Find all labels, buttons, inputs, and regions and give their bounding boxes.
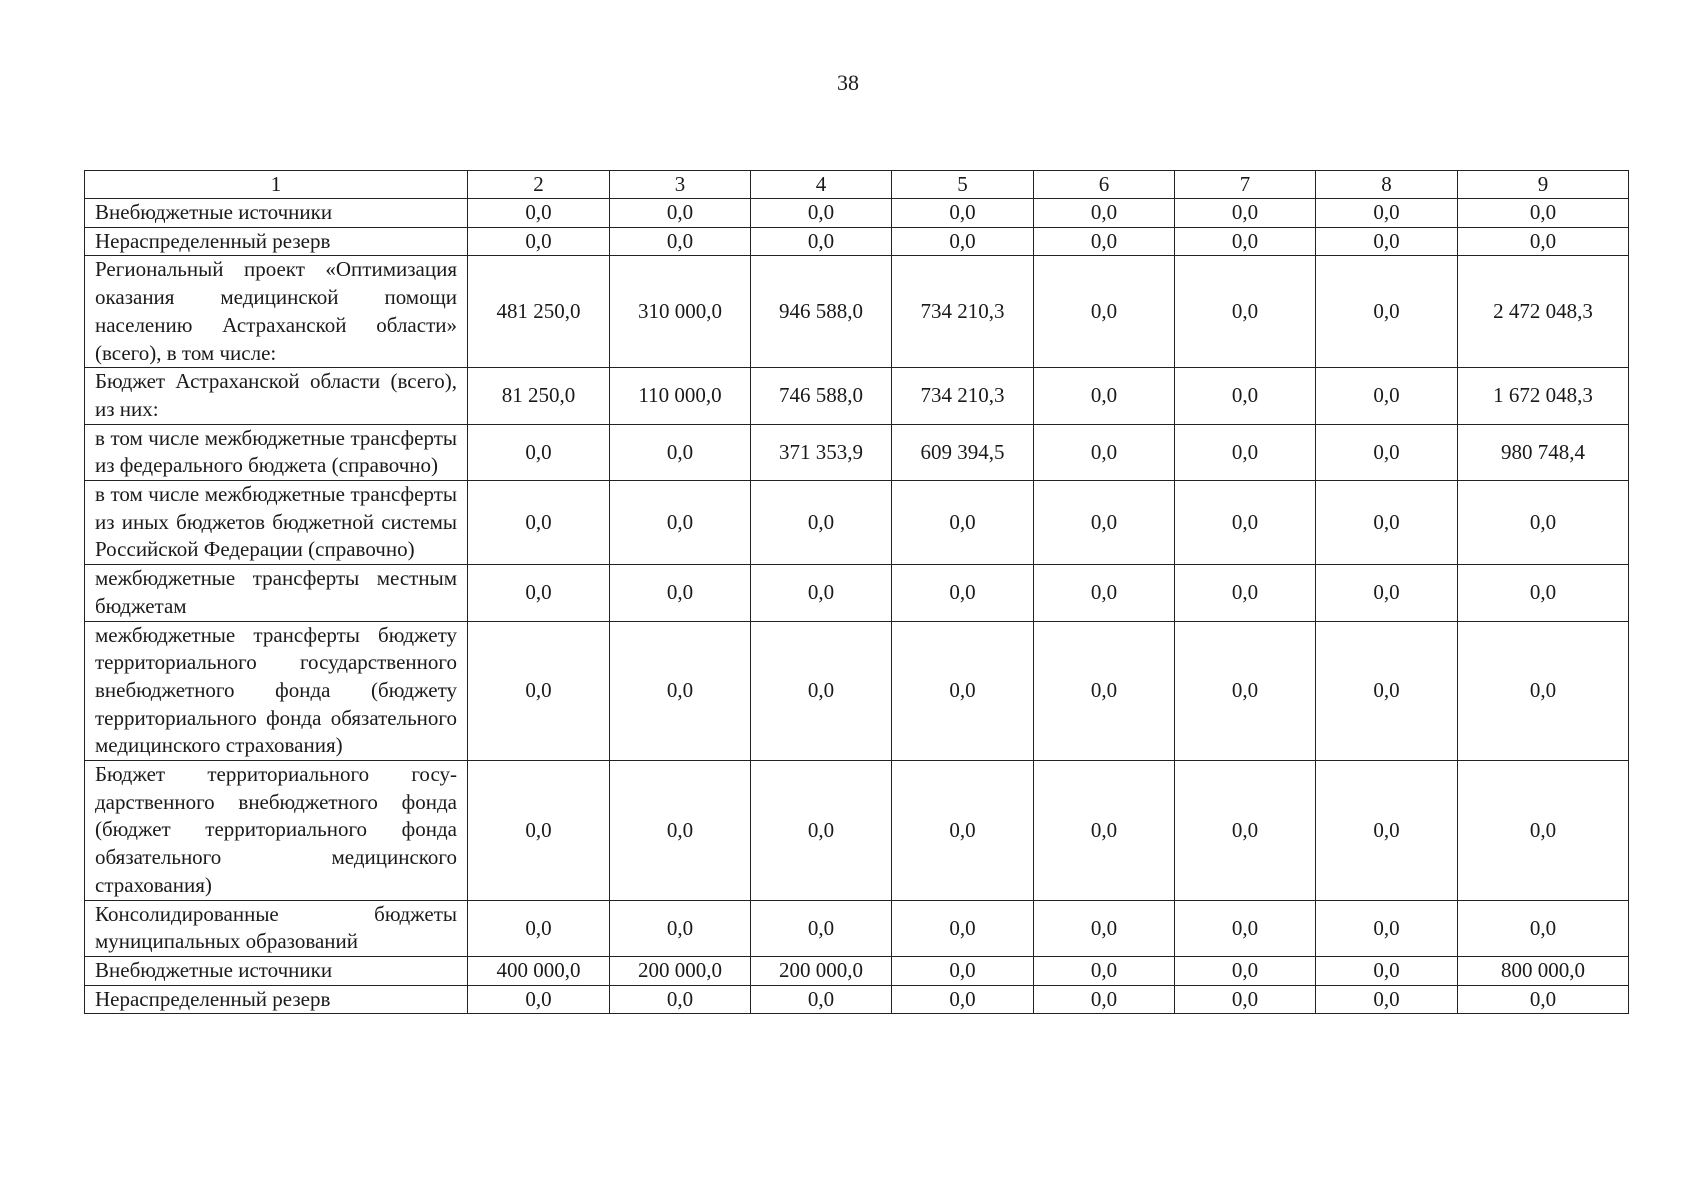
value-cell: 0,0 [1175,761,1316,901]
value-cell: 2 472 048,3 [1458,256,1629,368]
value-cell: 0,0 [1034,985,1175,1014]
value-cell: 0,0 [468,199,610,228]
value-cell: 0,0 [1034,565,1175,621]
value-cell: 0,0 [1175,985,1316,1014]
value-cell: 0,0 [1316,761,1458,901]
value-cell: 0,0 [468,621,610,761]
value-cell: 0,0 [751,227,892,256]
value-cell: 0,0 [892,199,1034,228]
value-cell: 0,0 [1175,424,1316,480]
row-label: в том числе межбюджетные трансферты из иных бюджетов бюджетной системы Российской Федерации (справочно) [85,481,468,565]
value-cell: 371 353,9 [751,424,892,480]
value-cell: 0,0 [1034,900,1175,956]
value-cell: 0,0 [1316,956,1458,985]
value-cell: 0,0 [1034,199,1175,228]
value-cell: 110 000,0 [610,368,751,424]
value-cell: 0,0 [1175,227,1316,256]
header-cell: 2 [468,171,610,199]
table-row [85,761,1629,901]
value-cell: 0,0 [751,621,892,761]
value-cell: 0,0 [892,621,1034,761]
value-cell: 0,0 [1458,900,1629,956]
value-cell: 0,0 [468,900,610,956]
value-cell: 0,0 [751,900,892,956]
value-cell: 0,0 [892,565,1034,621]
value-cell: 0,0 [1458,481,1629,565]
value-cell: 0,0 [1458,761,1629,901]
value-cell: 946 588,0 [751,256,892,368]
value-cell: 0,0 [1316,900,1458,956]
header-cell: 5 [892,171,1034,199]
value-cell: 734 210,3 [892,256,1034,368]
value-cell: 0,0 [1316,621,1458,761]
table-row [85,985,1629,1014]
value-cell: 200 000,0 [751,956,892,985]
value-cell: 0,0 [1316,565,1458,621]
table-row [85,565,1629,621]
value-cell: 81 250,0 [468,368,610,424]
value-cell: 746 588,0 [751,368,892,424]
value-cell: 0,0 [610,761,751,901]
row-label: Консолидированные бюджеты муниципальных образований [85,900,468,956]
value-cell: 0,0 [751,199,892,228]
value-cell: 980 748,4 [1458,424,1629,480]
value-cell: 0,0 [1034,761,1175,901]
row-label: Бюджет территориального государственного внебюджетного фонда (бюджет территориального фонда обязательного медицинского страхования) [85,761,468,901]
header-row [85,171,1629,199]
value-cell: 0,0 [610,900,751,956]
table-body [85,199,1629,1014]
value-cell: 481 250,0 [468,256,610,368]
value-cell: 310 000,0 [610,256,751,368]
value-cell: 0,0 [610,565,751,621]
value-cell: 0,0 [1316,424,1458,480]
value-cell: 200 000,0 [610,956,751,985]
table-row [85,424,1629,480]
table-row [85,227,1629,256]
value-cell: 1 672 048,3 [1458,368,1629,424]
value-cell: 0,0 [751,565,892,621]
value-cell: 0,0 [610,481,751,565]
value-cell: 0,0 [1175,956,1316,985]
header-cell: 9 [1458,171,1629,199]
value-cell: 0,0 [751,481,892,565]
budget-table [84,170,1629,1014]
value-cell: 0,0 [468,985,610,1014]
value-cell: 0,0 [1175,256,1316,368]
row-label: Внебюджетные источники [85,956,468,985]
value-cell: 0,0 [892,227,1034,256]
value-cell: 0,0 [892,481,1034,565]
value-cell: 0,0 [1034,481,1175,565]
header-cell: 3 [610,171,751,199]
value-cell: 0,0 [468,761,610,901]
row-label: Бюджет Астраханской области (всего), из них: [85,368,468,424]
value-cell: 0,0 [892,985,1034,1014]
row-label: межбюджетные трансферты бюджету территориального государственного внебюджетного фонда (бюджету территориального фонда обязательного медицинского страхования) [85,621,468,761]
table-row [85,956,1629,985]
value-cell: 0,0 [1316,985,1458,1014]
value-cell: 0,0 [1316,256,1458,368]
table-row [85,900,1629,956]
row-label: Нераспределенный резерв [85,227,468,256]
value-cell: 0,0 [610,227,751,256]
header-cell: 4 [751,171,892,199]
value-cell: 0,0 [1316,199,1458,228]
value-cell: 609 394,5 [892,424,1034,480]
value-cell: 0,0 [1458,621,1629,761]
table-row [85,621,1629,761]
value-cell: 0,0 [1034,621,1175,761]
value-cell: 0,0 [1034,256,1175,368]
row-label: в том числе межбюджетные трансферты из федерального бюджета (справочно) [85,424,468,480]
value-cell: 0,0 [892,956,1034,985]
value-cell: 0,0 [1316,227,1458,256]
table-row [85,481,1629,565]
value-cell: 0,0 [468,481,610,565]
value-cell: 0,0 [1458,199,1629,228]
value-cell: 0,0 [1175,199,1316,228]
header-cell: 1 [85,171,468,199]
value-cell: 0,0 [1175,481,1316,565]
table-row [85,368,1629,424]
value-cell: 0,0 [1458,565,1629,621]
value-cell: 0,0 [1034,424,1175,480]
value-cell: 0,0 [468,565,610,621]
row-label: Внебюджетные источники [85,199,468,228]
value-cell: 0,0 [892,900,1034,956]
value-cell: 0,0 [892,761,1034,901]
row-label: межбюджетные трансферты местным бюджетам [85,565,468,621]
value-cell: 0,0 [1175,900,1316,956]
value-cell: 400 000,0 [468,956,610,985]
value-cell: 0,0 [468,227,610,256]
value-cell: 0,0 [1458,227,1629,256]
value-cell: 0,0 [1175,621,1316,761]
page-number: 38 [837,70,859,95]
value-cell: 0,0 [610,621,751,761]
value-cell: 0,0 [1175,368,1316,424]
value-cell: 0,0 [610,985,751,1014]
value-cell: 734 210,3 [892,368,1034,424]
row-label: Нераспределенный резерв [85,985,468,1014]
value-cell: 0,0 [1458,985,1629,1014]
table-row [85,256,1629,368]
value-cell: 0,0 [610,424,751,480]
value-cell: 0,0 [1034,956,1175,985]
value-cell: 0,0 [1034,368,1175,424]
header-cell: 6 [1034,171,1175,199]
value-cell: 0,0 [751,761,892,901]
value-cell: 0,0 [610,199,751,228]
value-cell: 800 000,0 [1458,956,1629,985]
value-cell: 0,0 [1316,368,1458,424]
value-cell: 0,0 [1175,565,1316,621]
table-row [85,199,1629,228]
value-cell: 0,0 [468,424,610,480]
value-cell: 0,0 [751,985,892,1014]
value-cell: 0,0 [1034,227,1175,256]
value-cell: 0,0 [1316,481,1458,565]
header-cell: 8 [1316,171,1458,199]
row-label: Региональный проект «Оптимизация оказания медицинской помощи населению Астраханской области» (всего), в том числе: [85,256,468,368]
header-cell: 7 [1175,171,1316,199]
